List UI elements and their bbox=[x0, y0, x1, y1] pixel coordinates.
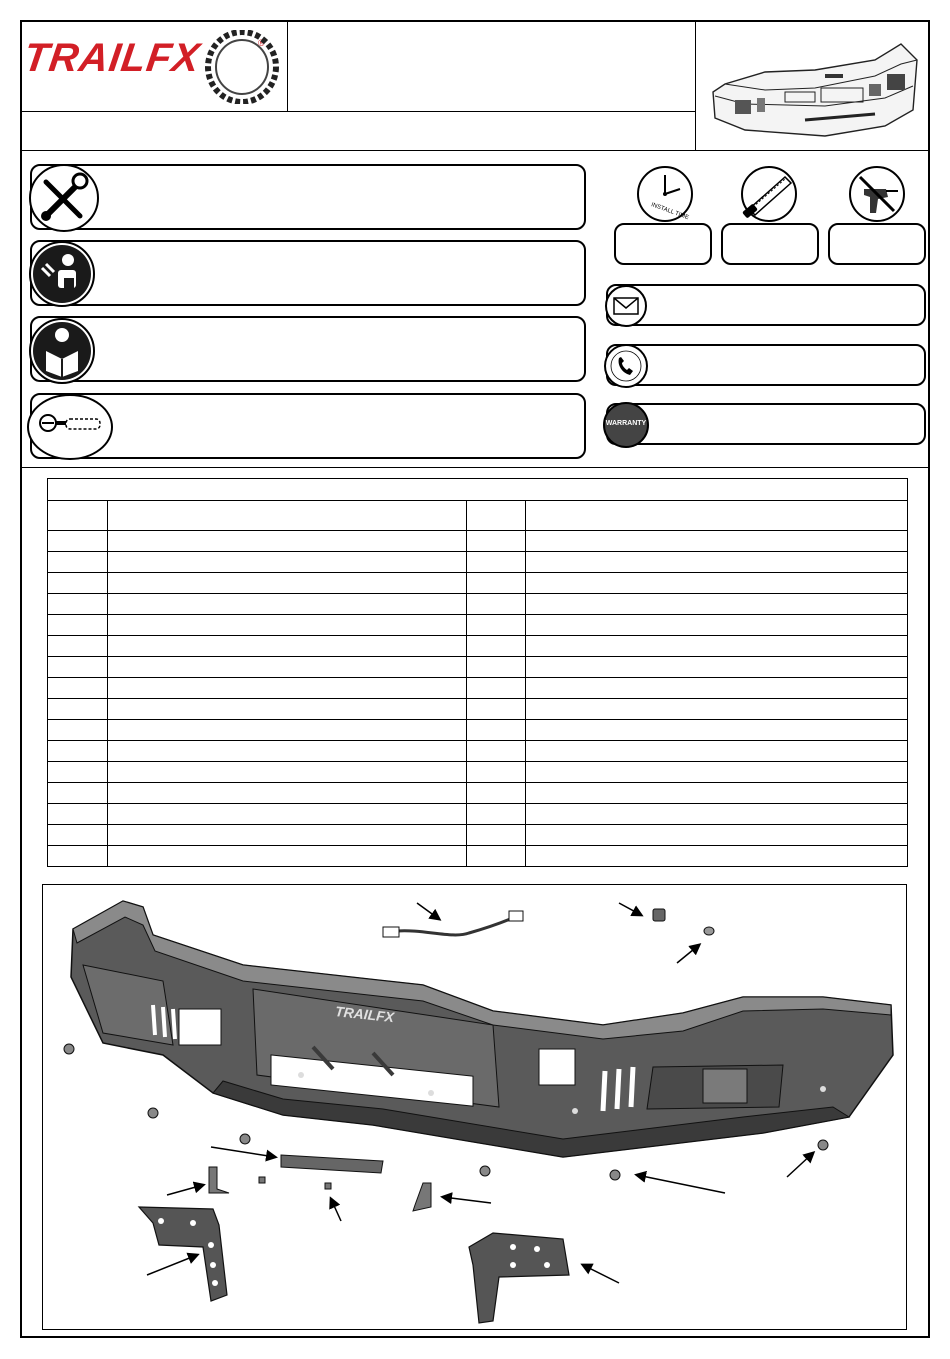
read-instructions-icon bbox=[28, 317, 96, 385]
parts-table-row bbox=[48, 552, 908, 573]
saw-icon bbox=[739, 165, 799, 223]
parts-table-cell bbox=[48, 804, 108, 825]
parts-table-row bbox=[48, 657, 908, 678]
parts-table-cell bbox=[48, 783, 108, 804]
parts-table-cell bbox=[48, 762, 108, 783]
tools-panel bbox=[30, 164, 586, 230]
callout-arrow bbox=[211, 1147, 275, 1157]
parts-table-cell bbox=[107, 699, 466, 720]
parts-table-cell bbox=[466, 783, 526, 804]
bracket-hole bbox=[534, 1246, 540, 1252]
bracket-hole bbox=[544, 1262, 550, 1268]
parts-table-cell bbox=[48, 552, 108, 573]
harness-connector bbox=[383, 927, 399, 937]
email-panel bbox=[606, 284, 926, 326]
install-time-box bbox=[614, 223, 712, 265]
parts-table-cell bbox=[107, 804, 466, 825]
parts-table-cell bbox=[107, 594, 466, 615]
trailfx-logo bbox=[22, 30, 280, 104]
parts-table-cell bbox=[48, 615, 108, 636]
parts-table-cell bbox=[48, 657, 108, 678]
parts-table-cell bbox=[48, 678, 108, 699]
parts-table-cell bbox=[107, 636, 466, 657]
bracket-hole bbox=[510, 1262, 516, 1268]
callout-arrow bbox=[677, 945, 699, 963]
parts-table-row bbox=[48, 720, 908, 741]
callout-arrow bbox=[787, 1153, 813, 1177]
warranty-badge-label: WARRANTY bbox=[605, 420, 647, 427]
parts-table-cell bbox=[526, 615, 908, 636]
nut-part bbox=[480, 1166, 490, 1176]
parts-table-cell bbox=[48, 720, 108, 741]
warranty-panel bbox=[606, 403, 926, 445]
parts-table-cell bbox=[526, 531, 908, 552]
parts-table-cell bbox=[466, 762, 526, 783]
parts-table-cell bbox=[466, 615, 526, 636]
bumper-thumbnail bbox=[705, 30, 923, 142]
parts-table-cell bbox=[466, 531, 526, 552]
parts-table-cell bbox=[466, 804, 526, 825]
parts-table-row bbox=[48, 594, 908, 615]
parts-table-cell bbox=[466, 846, 526, 867]
parts-table-cell bbox=[466, 636, 526, 657]
parts-table-cell bbox=[526, 762, 908, 783]
parts-table-cell bbox=[526, 741, 908, 762]
phone-icon bbox=[602, 343, 650, 389]
bracket-hole bbox=[190, 1220, 196, 1226]
exploded-bumper-diagram bbox=[43, 885, 906, 1329]
bracket-hole bbox=[510, 1244, 516, 1250]
hardware-icon bbox=[26, 393, 114, 461]
parts-table-cell bbox=[466, 741, 526, 762]
envelope-icon bbox=[604, 284, 650, 328]
registered-mark: ® bbox=[258, 38, 265, 48]
parts-table-cell bbox=[107, 573, 466, 594]
parts-table-cell bbox=[48, 636, 108, 657]
mount-tab bbox=[209, 1167, 229, 1193]
warranty-badge-icon bbox=[603, 402, 649, 448]
nut-part bbox=[240, 1134, 250, 1144]
tire-icon bbox=[202, 30, 280, 104]
parts-table-cell bbox=[107, 720, 466, 741]
parts-table-cell bbox=[48, 573, 108, 594]
bumper-badge: TRAILFX bbox=[334, 1003, 395, 1026]
wiring-harness bbox=[397, 917, 515, 935]
parts-table-cell bbox=[526, 846, 908, 867]
svg-text:INSTALL TIME: INSTALL TIME bbox=[650, 202, 690, 222]
parts-table-cell bbox=[466, 699, 526, 720]
body-bolt bbox=[820, 1086, 826, 1092]
parts-table-cell bbox=[466, 594, 526, 615]
left-light-opening bbox=[179, 1009, 221, 1045]
parts-table-cell bbox=[466, 678, 526, 699]
nut-part bbox=[148, 1108, 158, 1118]
read-instructions-panel bbox=[30, 316, 586, 382]
bracket-hole bbox=[210, 1262, 216, 1268]
parts-table-row bbox=[48, 846, 908, 867]
parts-table-cell bbox=[526, 804, 908, 825]
parts-table-cell bbox=[526, 552, 908, 573]
callout-arrow bbox=[167, 1185, 203, 1195]
clip-part bbox=[325, 1183, 331, 1189]
harness-connector bbox=[509, 911, 523, 921]
parts-table-cell bbox=[107, 615, 466, 636]
parts-table-cell bbox=[526, 825, 908, 846]
parts-table-row bbox=[48, 636, 908, 657]
parts-table-cell bbox=[48, 699, 108, 720]
professional-install-icon bbox=[28, 240, 96, 308]
callout-arrow bbox=[619, 903, 641, 915]
parts-table-cell bbox=[526, 678, 908, 699]
parts-table-title-bar bbox=[47, 478, 908, 500]
parts-table-row bbox=[48, 804, 908, 825]
parts-table-header bbox=[48, 501, 908, 531]
callout-arrow bbox=[637, 1175, 725, 1193]
parts-table-cell bbox=[466, 825, 526, 846]
grommet-part bbox=[704, 927, 714, 935]
parts-table-row bbox=[48, 762, 908, 783]
header-cell bbox=[107, 501, 466, 531]
header-divider bbox=[695, 21, 696, 150]
parts-table-cell bbox=[526, 636, 908, 657]
cutting-box bbox=[721, 223, 819, 265]
winch-mount-plate bbox=[703, 1069, 747, 1103]
drilling-box bbox=[828, 223, 926, 265]
clip-part bbox=[259, 1177, 265, 1183]
callout-arrow bbox=[147, 1255, 197, 1275]
parts-table-cell bbox=[48, 825, 108, 846]
phone-panel bbox=[606, 344, 926, 386]
parts-table-cell bbox=[107, 741, 466, 762]
parts-table-cell bbox=[107, 762, 466, 783]
parts-table-row bbox=[48, 783, 908, 804]
bracket-hole bbox=[212, 1280, 218, 1286]
right-light-opening bbox=[539, 1049, 575, 1085]
plug-part bbox=[653, 909, 665, 921]
left-frame-bracket bbox=[139, 1207, 227, 1301]
parts-table-row bbox=[48, 699, 908, 720]
callout-arrow bbox=[583, 1265, 619, 1283]
body-bolt bbox=[428, 1090, 434, 1096]
header-divider bbox=[287, 21, 288, 111]
parts-table-cell bbox=[48, 531, 108, 552]
parts-table-row bbox=[48, 573, 908, 594]
parts-table-cell bbox=[526, 699, 908, 720]
parts-table-cell bbox=[107, 825, 466, 846]
mount-tab bbox=[413, 1183, 431, 1211]
header-cell bbox=[466, 501, 526, 531]
parts-table bbox=[47, 500, 908, 867]
parts-table-cell bbox=[526, 720, 908, 741]
parts-table-cell bbox=[466, 720, 526, 741]
light-bracket-bar bbox=[281, 1155, 383, 1173]
parts-table-row bbox=[48, 531, 908, 552]
parts-table-cell bbox=[48, 741, 108, 762]
parts-table-cell bbox=[107, 531, 466, 552]
parts-table-cell bbox=[48, 846, 108, 867]
parts-table-cell bbox=[526, 594, 908, 615]
bracket-hole bbox=[158, 1218, 164, 1224]
parts-table-row bbox=[48, 615, 908, 636]
logo-wordmark: TRAILFX bbox=[20, 36, 204, 80]
parts-table-row bbox=[48, 678, 908, 699]
body-bolt bbox=[298, 1072, 304, 1078]
tools-icon bbox=[28, 164, 100, 234]
nut-part bbox=[610, 1170, 620, 1180]
right-frame-bracket bbox=[469, 1233, 569, 1323]
parts-table-cell bbox=[107, 657, 466, 678]
nut-part bbox=[818, 1140, 828, 1150]
parts-table-row bbox=[48, 741, 908, 762]
parts-table-cell bbox=[526, 783, 908, 804]
header-divider bbox=[21, 111, 695, 112]
parts-table-cell bbox=[526, 573, 908, 594]
callout-arrow bbox=[331, 1199, 341, 1221]
parts-table-cell bbox=[107, 783, 466, 804]
parts-table-cell bbox=[107, 552, 466, 573]
callout-arrow bbox=[443, 1197, 491, 1203]
bracket-hole bbox=[208, 1242, 214, 1248]
header-cell bbox=[526, 501, 908, 531]
header-divider bbox=[21, 150, 929, 151]
body-bolt bbox=[572, 1108, 578, 1114]
parts-table-cell bbox=[466, 552, 526, 573]
parts-table-cell bbox=[48, 594, 108, 615]
header-cell bbox=[48, 501, 108, 531]
parts-table-cell bbox=[466, 657, 526, 678]
parts-table-cell bbox=[107, 846, 466, 867]
nut-part bbox=[64, 1044, 74, 1054]
no-drill-icon bbox=[848, 165, 906, 223]
parts-table-cell bbox=[466, 573, 526, 594]
parts-table-row bbox=[48, 825, 908, 846]
parts-table-cell bbox=[526, 657, 908, 678]
callout-arrow bbox=[417, 903, 439, 919]
professional-install-panel bbox=[30, 240, 586, 306]
section-divider bbox=[21, 467, 929, 468]
parts-table-cell bbox=[107, 678, 466, 699]
